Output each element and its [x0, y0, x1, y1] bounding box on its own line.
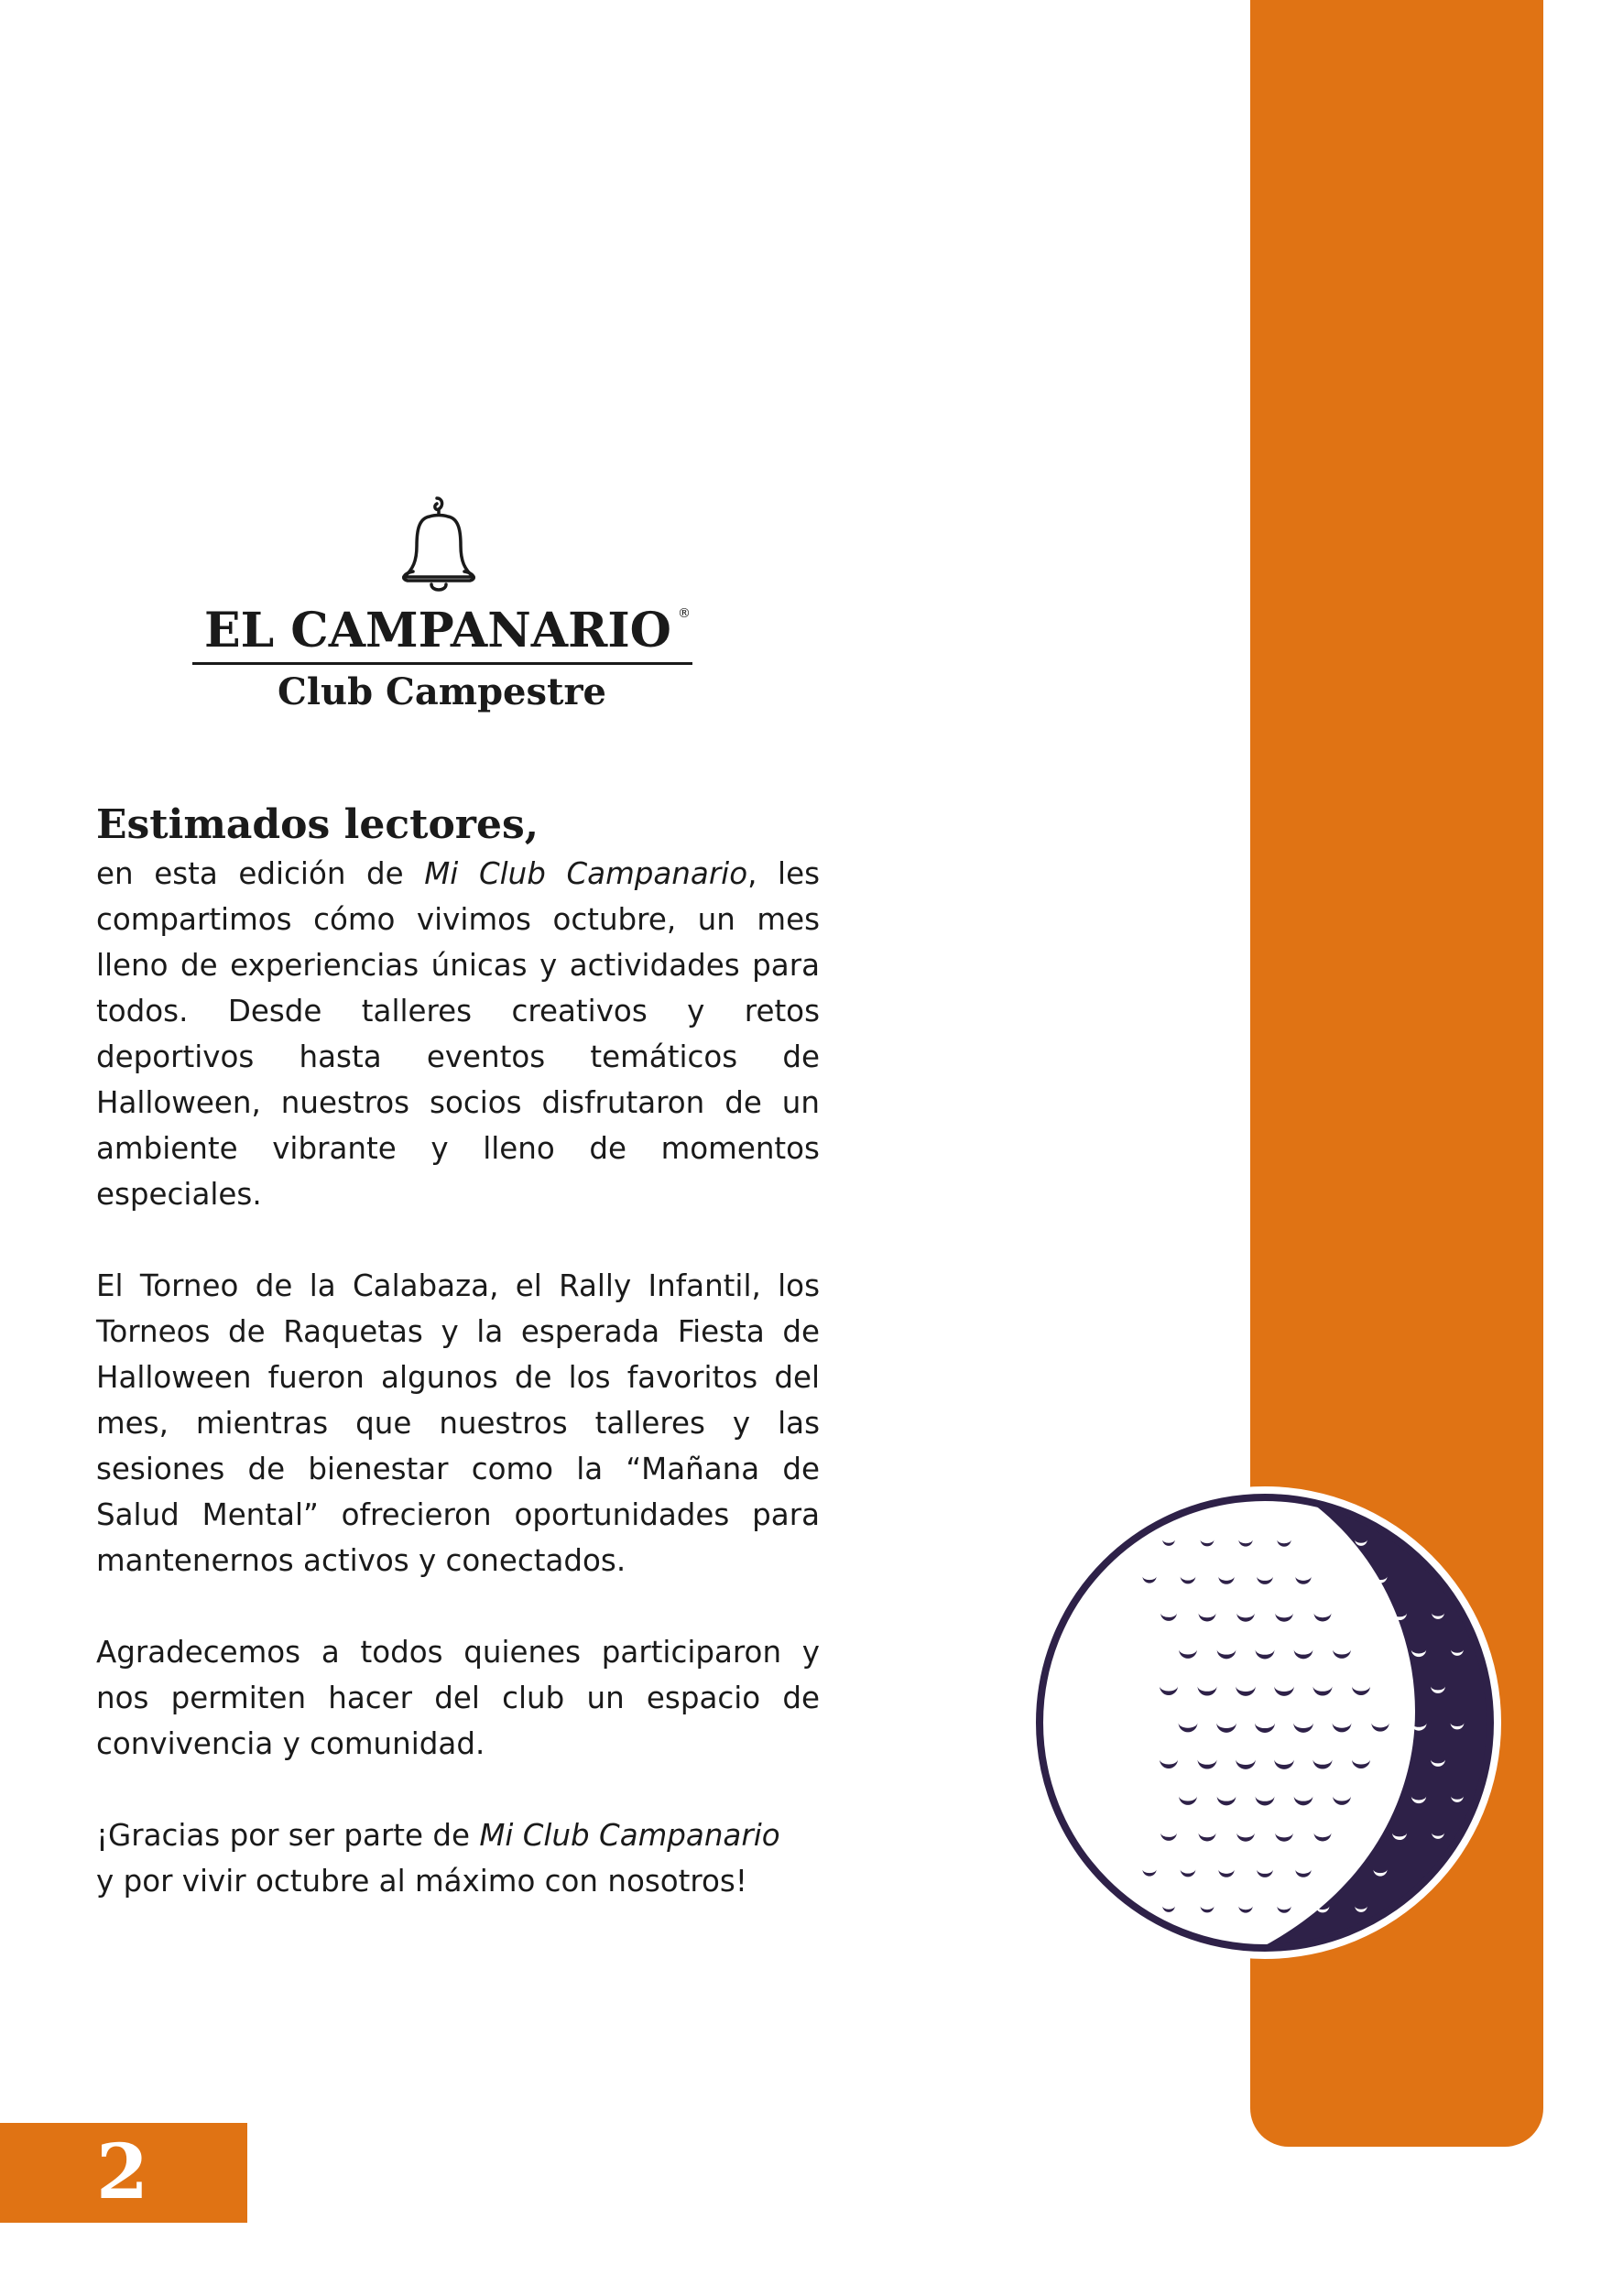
publication-name: Mi Club Campanario: [424, 856, 748, 891]
paragraph-thanks: Agradecemos a todos quienes participaron y nos permiten hacer del club un espacio de convivencia y comunidad.: [96, 1635, 820, 1761]
closing-text-b: y por vivir octubre al máximo con nosotros!: [96, 1864, 747, 1899]
publication-name-closing: Mi Club Campanario: [479, 1818, 780, 1853]
paragraph-events: El Torneo de la Calabaza, el Rally Infantil, los Torneos de Raquetas y la esperada Fiesta de Halloween fueron algunos de los favoritos del mes, mientras que nuestros talleres y las sesiones de bienestar como la “Mañana de Salud Mental” ofrecieron oportunidades para mantenernos activos y conectados.: [96, 1268, 820, 1578]
letter-content: [96, 800, 820, 1950]
greeting-heading: Estimados lectores,: [96, 801, 539, 848]
intro-text-a: en esta edición de: [96, 856, 425, 891]
bell-icon: [395, 495, 483, 595]
logo-name: EL CAMPANARIO: [204, 603, 671, 658]
golf-ball-icon: [1026, 1484, 1504, 1962]
registered-mark: ®: [678, 606, 691, 621]
logo-divider: [192, 662, 692, 665]
club-logo: [188, 495, 701, 714]
closing-text-a: ¡Gracias por ser parte de: [96, 1818, 480, 1853]
paragraph-closing: [96, 1812, 820, 1904]
paragraph-intro: [96, 851, 820, 1217]
logo-subtitle: Club Campestre: [277, 670, 607, 713]
page-number: 2: [96, 2128, 149, 2216]
intro-text-b: , les compartimos cómo vivimos octubre, un mes lleno de experiencias únicas y actividades para todos. Desde talleres creativos y retos deportivos hasta eventos temáticos de Halloween, nuestros socios disfrutaron de un ambiente vibrante y lleno de momentos especiales.: [96, 856, 821, 1212]
